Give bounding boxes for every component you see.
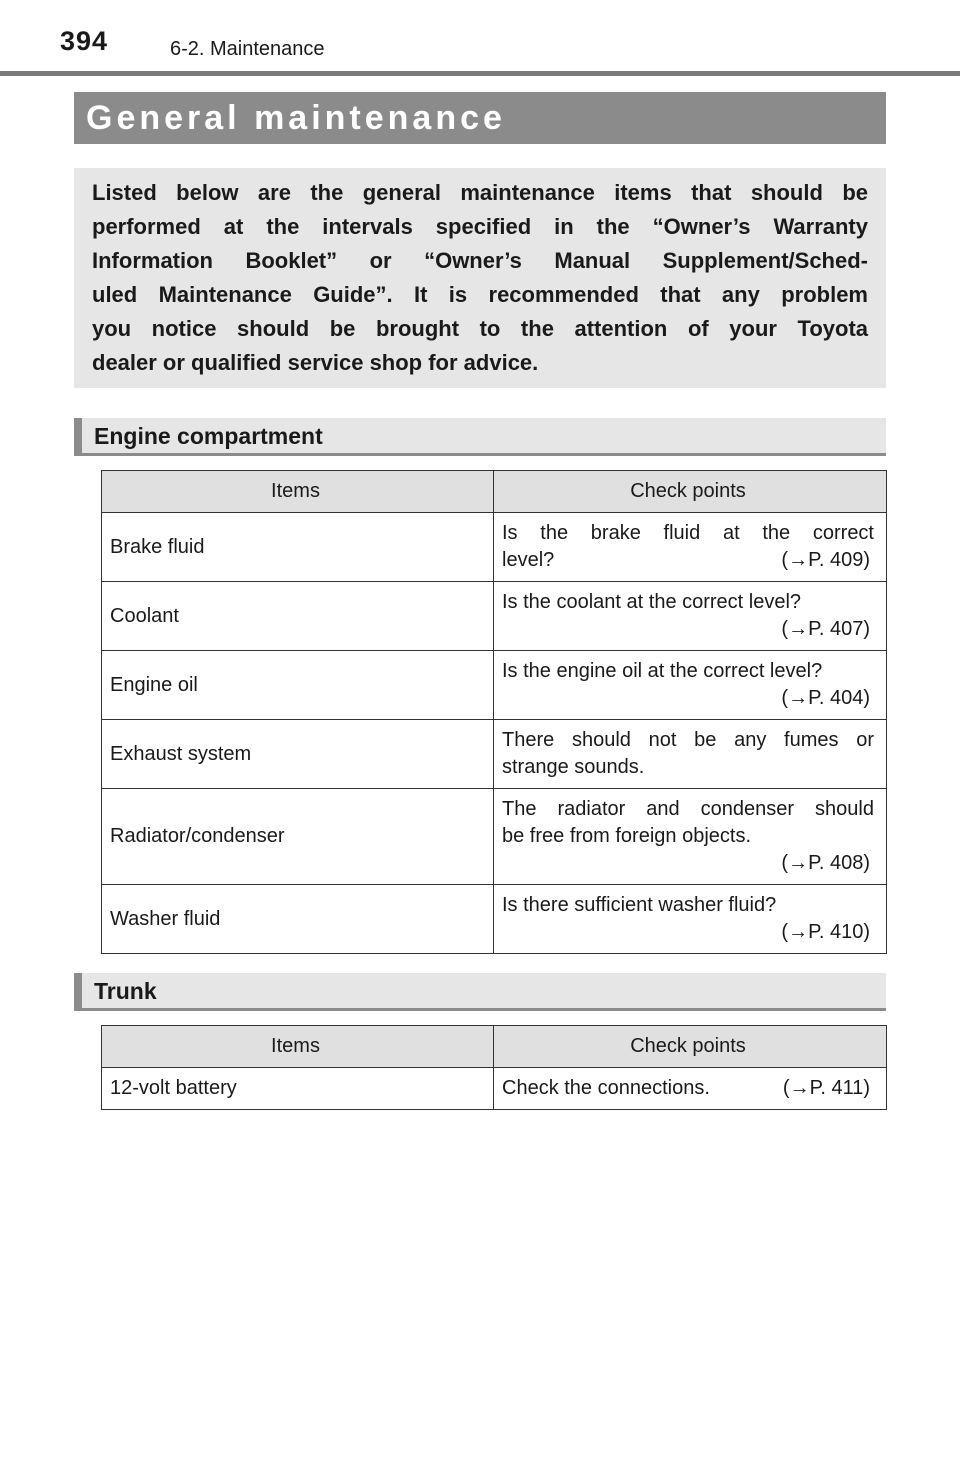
table-row [102, 720, 887, 789]
table-row [102, 885, 887, 954]
intro-line: dealer or qualified service shop for advice. [92, 350, 539, 375]
column-header-items: Items [102, 1026, 494, 1068]
check-point-text: be free from foreign objects. [502, 825, 752, 847]
page-reference: (→P. 409) [781, 549, 870, 571]
check-point-cell [494, 1068, 887, 1110]
intro-line: Listed below are the general maintenance items that should be [92, 180, 868, 205]
item-cell: Engine oil [102, 651, 494, 720]
check-point-text: Is the engine oil at the correct level? [502, 660, 823, 682]
page-reference: (→P. 410) [781, 921, 870, 943]
trunk-table [101, 1025, 887, 1110]
column-header-check-points: Check points [494, 471, 887, 513]
section-reference: 6-2. Maintenance [170, 38, 325, 60]
check-point-line [502, 1075, 874, 1102]
check-point-cell [494, 789, 887, 885]
item-cell: Exhaust system [102, 720, 494, 789]
check-point-text: level? [502, 549, 555, 571]
column-header-check-points: Check points [494, 1026, 887, 1068]
check-point-cell [494, 582, 887, 651]
table-header-row [102, 1026, 887, 1068]
table-row [102, 513, 887, 582]
table-row [102, 1068, 887, 1110]
trunk-heading [74, 973, 886, 1011]
page-reference: (→P. 408) [781, 852, 870, 874]
page-number: 394 [60, 26, 109, 56]
item-cell: Brake fluid [102, 513, 494, 582]
header-rule [0, 71, 960, 76]
check-point-text: Is there sufficient washer fluid? [502, 894, 777, 916]
intro-box [74, 168, 886, 388]
page-reference: (→P. 407) [781, 618, 870, 640]
intro-line: uled Maintenance Guide”. It is recommended that any problem [92, 282, 868, 307]
item-cell: Radiator/condenser [102, 789, 494, 885]
page-header [0, 0, 960, 76]
intro-line: you notice should be brought to the attention of your Toyota [92, 316, 868, 341]
check-point-line [502, 547, 874, 574]
table-header-row [102, 471, 887, 513]
check-point-text: Check the connections. [502, 1077, 710, 1099]
check-point-text: The radiator and condenser should [502, 798, 874, 820]
table-row [102, 582, 887, 651]
engine-compartment-heading-text: Engine compartment [94, 423, 323, 449]
trunk-heading-text: Trunk [94, 978, 157, 1004]
page-reference: (→P. 411) [782, 1077, 870, 1099]
page-title: General maintenance [74, 92, 886, 144]
item-cell: 12-volt battery [102, 1068, 494, 1110]
page-reference: (→P. 404) [781, 687, 870, 709]
engine-compartment-table [101, 470, 887, 954]
check-point-cell [494, 720, 887, 789]
check-point-text: There should not be any fumes or [502, 729, 874, 751]
item-cell: Coolant [102, 582, 494, 651]
intro-line: performed at the intervals specified in the “Owner’s Warranty [92, 214, 868, 239]
column-header-items: Items [102, 471, 494, 513]
table-row [102, 789, 887, 885]
intro-line: Information Booklet” or “Owner’s Manual Supplement/Sched- [92, 248, 868, 273]
check-point-text: strange sounds. [502, 756, 645, 778]
check-point-text: Is the brake fluid at the correct [502, 522, 874, 544]
table-row [102, 651, 887, 720]
check-point-text: Is the coolant at the correct level? [502, 591, 802, 613]
check-point-cell [494, 513, 887, 582]
engine-compartment-heading [74, 418, 886, 456]
check-point-cell [494, 885, 887, 954]
check-point-cell [494, 651, 887, 720]
item-cell: Washer fluid [102, 885, 494, 954]
